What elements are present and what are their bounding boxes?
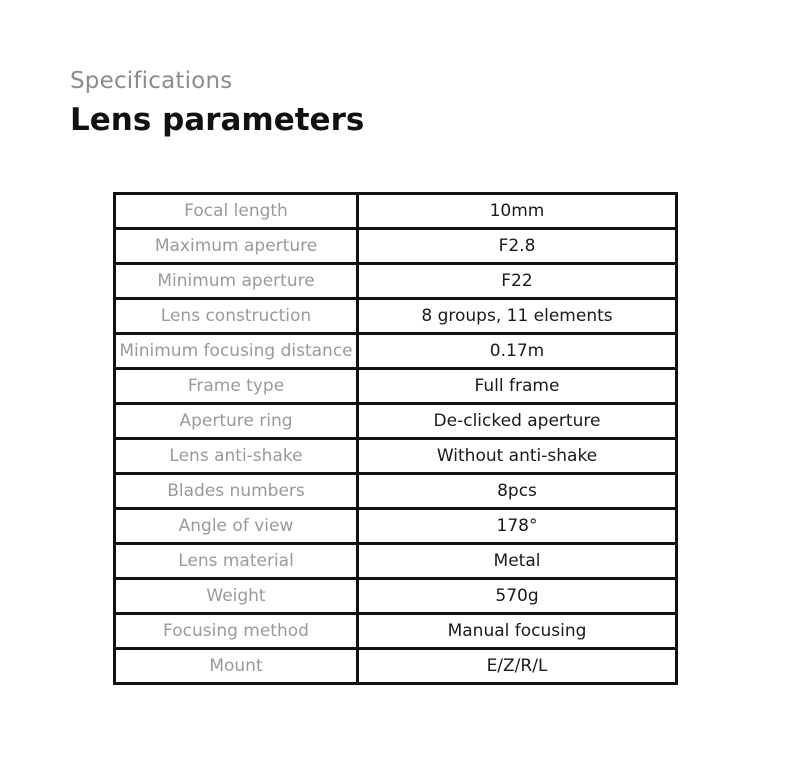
spec-value: Full frame <box>358 369 677 404</box>
spec-label: Focusing method <box>115 614 358 649</box>
spec-row <box>115 649 677 684</box>
spec-value: E/Z/R/L <box>358 649 677 684</box>
spec-row <box>115 299 677 334</box>
spec-row <box>115 474 677 509</box>
spec-label: Blades numbers <box>115 474 358 509</box>
spec-label: Aperture ring <box>115 404 358 439</box>
page-title: Lens parameters <box>70 102 365 138</box>
spec-value: F22 <box>358 264 677 299</box>
spec-value: 0.17m <box>358 334 677 369</box>
spec-label: Angle of view <box>115 509 358 544</box>
spec-value: 8pcs <box>358 474 677 509</box>
spec-row <box>115 194 677 229</box>
spec-table-body <box>115 194 677 684</box>
spec-row <box>115 229 677 264</box>
spec-label: Minimum aperture <box>115 264 358 299</box>
spec-label: Lens anti-shake <box>115 439 358 474</box>
spec-row <box>115 544 677 579</box>
spec-row <box>115 334 677 369</box>
spec-value: F2.8 <box>358 229 677 264</box>
spec-label: Lens material <box>115 544 358 579</box>
spec-value: Metal <box>358 544 677 579</box>
spec-row <box>115 369 677 404</box>
spec-value: Without anti-shake <box>358 439 677 474</box>
spec-row <box>115 509 677 544</box>
spec-label: Focal length <box>115 194 358 229</box>
spec-row <box>115 579 677 614</box>
spec-label: Frame type <box>115 369 358 404</box>
spec-label: Minimum focusing distance <box>115 334 358 369</box>
spec-value: De-clicked aperture <box>358 404 677 439</box>
spec-row <box>115 264 677 299</box>
spec-label: Maximum aperture <box>115 229 358 264</box>
spec-label: Mount <box>115 649 358 684</box>
spec-row <box>115 614 677 649</box>
spec-value: 8 groups, 11 elements <box>358 299 677 334</box>
spec-row <box>115 439 677 474</box>
spec-value: 570g <box>358 579 677 614</box>
spec-value: Manual focusing <box>358 614 677 649</box>
spec-table <box>113 192 678 685</box>
spec-label: Lens construction <box>115 299 358 334</box>
spec-value: 10mm <box>358 194 677 229</box>
spec-label: Weight <box>115 579 358 614</box>
section-eyebrow: Specifications <box>70 68 233 94</box>
spec-value: 178° <box>358 509 677 544</box>
spec-row <box>115 404 677 439</box>
